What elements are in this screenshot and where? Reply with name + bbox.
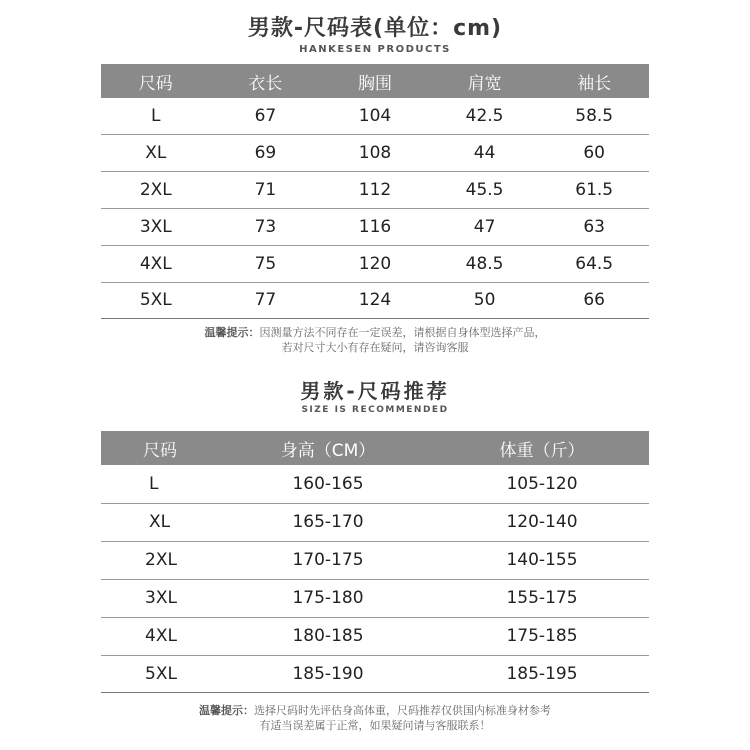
note-text-1: 因测量方法不同存在一定误差，请根据自身体型选择产品， — [259, 326, 546, 339]
cell-size: 4XL — [101, 245, 211, 282]
cell-length: 73 — [211, 208, 321, 245]
table-row — [101, 579, 649, 617]
cell-height: 170-175 — [221, 541, 435, 579]
cell-length: 75 — [211, 245, 321, 282]
cell-size: XL — [101, 503, 221, 541]
recommend-subtitle: SIZE IS RECOMMENDED — [301, 405, 449, 415]
table-row — [101, 503, 649, 541]
cell-size: 5XL — [101, 282, 211, 318]
cell-sleeve: 64.5 — [539, 245, 649, 282]
note-line-2: 有适当误差属于正常，如果疑问请与客服联系！ — [259, 719, 491, 732]
cell-shoulder: 42.5 — [430, 98, 540, 134]
note-lead: 温馨提示： — [199, 704, 254, 717]
table-header-row — [101, 431, 649, 465]
note-text-1: 选择尺码时先评估身高体重，尺码推荐仅供国内标准身材参考 — [254, 704, 551, 717]
cell-size: 2XL — [101, 541, 221, 579]
table-row — [101, 541, 649, 579]
cell-size: XL — [101, 134, 211, 171]
cell-size: 4XL — [101, 617, 221, 655]
cell-sleeve: 61.5 — [539, 171, 649, 208]
cell-height: 185-190 — [221, 655, 435, 692]
size-chart-subtitle: HANKESEN PRODUCTS — [299, 44, 451, 55]
cell-weight: 155-175 — [435, 579, 649, 617]
cell-chest: 112 — [320, 171, 430, 208]
table-row — [101, 617, 649, 655]
table-row — [101, 134, 649, 171]
table-row — [101, 245, 649, 282]
cell-shoulder: 47 — [430, 208, 540, 245]
size-chart-table — [101, 64, 649, 319]
recommend-note — [0, 703, 750, 733]
header-chest: 胸围 — [320, 64, 430, 98]
cell-height: 175-180 — [221, 579, 435, 617]
note-line-2: 若对尺寸大小有存在疑问，请咨询客服 — [281, 341, 469, 354]
recommend-title: 男款-尺码推荐 — [300, 379, 450, 403]
table-row — [101, 655, 649, 692]
cell-size: L — [101, 465, 221, 503]
note-lead: 温馨提示： — [204, 326, 260, 339]
cell-chest: 124 — [320, 282, 430, 318]
cell-size: 2XL — [101, 171, 211, 208]
cell-sleeve: 60 — [539, 134, 649, 171]
cell-size: 5XL — [101, 655, 221, 692]
cell-size: 3XL — [101, 208, 211, 245]
cell-height: 160-165 — [221, 465, 435, 503]
cell-weight: 185-195 — [435, 655, 649, 692]
cell-chest: 108 — [320, 134, 430, 171]
cell-chest: 120 — [320, 245, 430, 282]
cell-length: 69 — [211, 134, 321, 171]
cell-length: 67 — [211, 98, 321, 134]
cell-size: L — [101, 98, 211, 134]
note-line-1 — [0, 703, 750, 718]
table-row — [101, 208, 649, 245]
header-height: 身高（CM） — [221, 431, 435, 465]
cell-chest: 116 — [320, 208, 430, 245]
cell-weight: 175-185 — [435, 617, 649, 655]
header-length: 衣长 — [211, 64, 321, 98]
cell-sleeve: 58.5 — [539, 98, 649, 134]
cell-sleeve: 66 — [539, 282, 649, 318]
note-line-1 — [0, 325, 750, 340]
table-row — [101, 171, 649, 208]
cell-size: 3XL — [101, 579, 221, 617]
recommend-heading — [0, 378, 750, 416]
table-row — [101, 98, 649, 134]
header-size: 尺码 — [101, 431, 221, 465]
cell-shoulder: 50 — [430, 282, 540, 318]
header-shoulder: 肩宽 — [430, 64, 540, 98]
cell-length: 71 — [211, 171, 321, 208]
size-chart-note — [0, 325, 750, 355]
cell-shoulder: 45.5 — [430, 171, 540, 208]
cell-weight: 105-120 — [435, 465, 649, 503]
cell-length: 77 — [211, 282, 321, 318]
cell-height: 165-170 — [221, 503, 435, 541]
table-header-row — [101, 64, 649, 98]
table-row — [101, 282, 649, 318]
cell-shoulder: 48.5 — [430, 245, 540, 282]
cell-weight: 120-140 — [435, 503, 649, 541]
header-sleeve: 袖长 — [539, 64, 649, 98]
cell-weight: 140-155 — [435, 541, 649, 579]
table-row — [101, 465, 649, 503]
recommend-table — [101, 431, 649, 693]
cell-chest: 104 — [320, 98, 430, 134]
cell-height: 180-185 — [221, 617, 435, 655]
header-weight: 体重（斤） — [435, 431, 649, 465]
cell-shoulder: 44 — [430, 134, 540, 171]
size-chart-heading — [0, 14, 750, 56]
cell-sleeve: 63 — [539, 208, 649, 245]
size-chart-title: 男款-尺码表(单位：cm) — [247, 16, 503, 41]
header-size: 尺码 — [101, 64, 211, 98]
